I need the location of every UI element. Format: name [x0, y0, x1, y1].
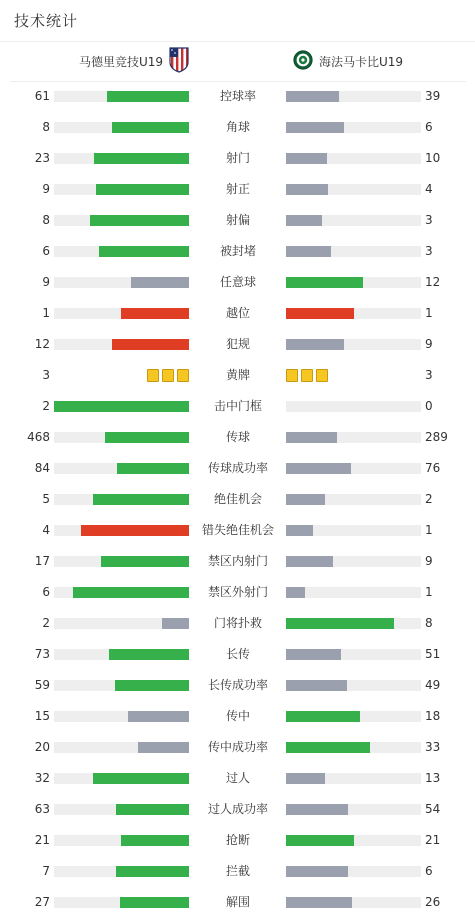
away-value: 1 [425, 523, 433, 537]
home-value: 15 [34, 709, 50, 723]
stat-row [0, 732, 475, 763]
away-value: 18 [425, 709, 441, 723]
away-bar-fill [286, 215, 322, 226]
home-bar-fill [109, 649, 189, 660]
home-bar-fill [54, 401, 189, 412]
away-bar-track [286, 835, 421, 846]
home-bar-fill [128, 711, 189, 722]
away-bar-track [286, 494, 421, 505]
away-bar-fill [286, 649, 341, 660]
stat-row [0, 515, 475, 546]
home-value: 20 [34, 740, 50, 754]
away-value: 49 [425, 678, 441, 692]
stat-label: 射门 [225, 151, 250, 165]
stat-label: 门将扑救 [213, 616, 262, 630]
home-value: 21 [34, 833, 50, 847]
home-bar-track [54, 866, 189, 877]
home-bar-track [54, 184, 189, 195]
home-bar-track [54, 618, 189, 629]
away-bar-track [286, 587, 421, 598]
home-bar-fill [105, 432, 189, 443]
home-bar-fill [112, 122, 189, 133]
home-bar-track [54, 711, 189, 722]
home-bar-track [54, 804, 189, 815]
stat-row [0, 701, 475, 732]
home-bar-track [54, 91, 189, 102]
home-bar-fill [94, 153, 189, 164]
away-value: 1 [425, 585, 433, 599]
stat-label: 射正 [225, 182, 250, 196]
stat-label: 黄牌 [225, 368, 250, 382]
home-value: 27 [34, 895, 50, 909]
stat-label: 犯规 [225, 337, 250, 351]
stat-row [0, 856, 475, 887]
home-value: 4 [42, 523, 50, 537]
away-bar-fill [286, 308, 354, 319]
home-bar-track [54, 308, 189, 319]
stat-row [0, 391, 475, 422]
away-bar-fill [286, 277, 363, 288]
home-value: 63 [34, 802, 50, 816]
away-bar-track [286, 91, 421, 102]
away-value: 3 [425, 244, 433, 258]
away-value: 6 [425, 120, 433, 134]
away-bar-fill [286, 463, 351, 474]
home-bar-track [54, 432, 189, 443]
away-bar-track [286, 525, 421, 536]
away-value: 2 [425, 492, 433, 506]
stat-row [0, 298, 475, 329]
home-bar-fill [121, 308, 189, 319]
away-bar-track [286, 122, 421, 133]
away-bar-track [286, 897, 421, 908]
away-bar-track [286, 680, 421, 691]
home-bar-track [54, 680, 189, 691]
away-bar-fill [286, 339, 344, 350]
stat-label: 过人成功率 [207, 802, 268, 816]
home-bar-track [54, 339, 189, 350]
away-value: 8 [425, 616, 433, 630]
home-bar-fill [138, 742, 189, 753]
away-value: 39 [425, 89, 441, 103]
stat-row [0, 484, 475, 515]
stat-label: 解围 [225, 895, 250, 909]
stat-label: 错失绝佳机会 [201, 523, 274, 537]
stat-label: 长传 [225, 647, 250, 661]
yellow-card-icon [147, 369, 159, 382]
home-bar-fill [120, 897, 189, 908]
home-bar-fill [162, 618, 189, 629]
home-bar-fill [112, 339, 189, 350]
away-bar-track [286, 866, 421, 877]
home-bar-fill [93, 773, 189, 784]
stat-row [0, 81, 475, 112]
home-bar-track [54, 246, 189, 257]
home-bar-fill [101, 556, 189, 567]
home-value: 2 [42, 616, 50, 630]
away-value: 3 [425, 213, 433, 227]
away-bar-track [286, 153, 421, 164]
home-bar-track [54, 215, 189, 226]
home-bar-fill [116, 804, 189, 815]
home-yellow-cards [147, 369, 189, 382]
stat-label: 控球率 [219, 89, 256, 103]
stat-row [0, 670, 475, 701]
away-value: 6 [425, 864, 433, 878]
home-bar-track [54, 525, 189, 536]
home-bar-fill [121, 835, 189, 846]
away-bar-fill [286, 680, 347, 691]
stat-label: 传球 [225, 430, 250, 444]
away-team-name: 海法马卡比U19 [319, 55, 404, 69]
away-value: 289 [425, 430, 448, 444]
home-team-name: 马德里竞技U19 [78, 55, 163, 69]
stat-label: 过人 [225, 771, 250, 785]
home-value: 59 [34, 678, 50, 692]
yellow-card-icon [301, 369, 313, 382]
home-bar-track [54, 556, 189, 567]
away-bar-fill [286, 494, 325, 505]
away-bar-track [286, 277, 421, 288]
away-value: 21 [425, 833, 441, 847]
away-bar-track [286, 339, 421, 350]
away-bar-fill [286, 525, 313, 536]
home-value: 9 [42, 182, 50, 196]
stat-row [0, 577, 475, 608]
stat-label: 禁区外射门 [207, 585, 268, 599]
home-value: 17 [34, 554, 50, 568]
stat-row [0, 887, 475, 918]
stat-row [0, 825, 475, 856]
stat-row [0, 267, 475, 298]
away-value: 13 [425, 771, 441, 785]
away-bar-fill [286, 897, 352, 908]
home-bar-track [54, 773, 189, 784]
away-bar-track [286, 215, 421, 226]
home-value: 6 [42, 585, 50, 599]
away-value: 0 [425, 399, 433, 413]
away-value: 76 [425, 461, 441, 475]
home-value: 23 [34, 151, 50, 165]
away-bar-fill [286, 91, 339, 102]
away-bar-track [286, 649, 421, 660]
away-bar-fill [286, 153, 327, 164]
stat-row [0, 794, 475, 825]
stat-label: 被封堵 [219, 244, 256, 258]
stat-row [0, 639, 475, 670]
stat-label: 绝佳机会 [213, 492, 262, 506]
home-value: 84 [34, 461, 50, 475]
yellow-card-icon [162, 369, 174, 382]
stat-label: 射偏 [225, 213, 250, 227]
home-bar-track [54, 401, 189, 412]
away-bar-fill [286, 742, 370, 753]
home-value: 3 [42, 368, 50, 382]
home-team[interactable] [79, 42, 189, 81]
away-bar-track [286, 773, 421, 784]
home-bar-fill [116, 866, 189, 877]
away-value: 33 [425, 740, 441, 754]
stat-label: 传中 [225, 709, 250, 723]
away-value: 51 [425, 647, 441, 661]
home-bar-fill [107, 91, 189, 102]
home-bar-track [54, 897, 189, 908]
stat-label: 任意球 [219, 275, 256, 289]
away-bar-track [286, 556, 421, 567]
away-value: 9 [425, 337, 433, 351]
home-bar-fill [131, 277, 189, 288]
home-bar-fill [90, 215, 189, 226]
stat-row [0, 422, 475, 453]
home-bar-track [54, 835, 189, 846]
home-bar-fill [73, 587, 189, 598]
away-bar-track [286, 184, 421, 195]
away-bar-fill [286, 432, 337, 443]
yellow-card-icon [177, 369, 189, 382]
stat-label: 传球成功率 [207, 461, 268, 475]
stat-label: 禁区内射门 [207, 554, 268, 568]
stat-label: 拦截 [225, 864, 250, 878]
home-bar-fill [115, 680, 189, 691]
home-bar-fill [96, 184, 189, 195]
stat-label: 角球 [225, 120, 250, 134]
away-team[interactable] [293, 42, 403, 81]
away-bar-fill [286, 835, 354, 846]
away-bar-track [286, 618, 421, 629]
away-bar-fill [286, 246, 331, 257]
away-bar-fill [286, 711, 360, 722]
home-bar-track [54, 587, 189, 598]
away-bar-fill [286, 618, 394, 629]
home-value: 61 [34, 89, 50, 103]
stat-row [0, 112, 475, 143]
away-bar-fill [286, 804, 348, 815]
away-value: 3 [425, 368, 433, 382]
away-value: 9 [425, 554, 433, 568]
away-bar-track [286, 463, 421, 474]
home-bar-fill [93, 494, 189, 505]
maccabi-haifa-crest-icon [293, 50, 313, 73]
away-bar-track [286, 401, 421, 412]
stat-label: 传中成功率 [207, 740, 268, 754]
yellow-card-icon [316, 369, 328, 382]
stat-row [0, 236, 475, 267]
home-bar-track [54, 153, 189, 164]
home-value: 8 [42, 120, 50, 134]
away-bar-track [286, 432, 421, 443]
stat-row [0, 453, 475, 484]
home-bar-fill [99, 246, 189, 257]
stat-row [0, 329, 475, 360]
home-value: 1 [42, 306, 50, 320]
atletico-madrid-crest-icon [169, 47, 189, 76]
away-bar-track [286, 308, 421, 319]
home-value: 468 [27, 430, 50, 444]
away-bar-fill [286, 866, 348, 877]
home-value: 6 [42, 244, 50, 258]
away-bar-track [286, 711, 421, 722]
away-value: 54 [425, 802, 441, 816]
home-bar-track [54, 649, 189, 660]
team-header [0, 42, 475, 81]
home-value: 5 [42, 492, 50, 506]
home-value: 2 [42, 399, 50, 413]
home-value: 7 [42, 864, 50, 878]
home-value: 12 [34, 337, 50, 351]
home-value: 73 [34, 647, 50, 661]
away-bar-fill [286, 556, 333, 567]
away-bar-fill [286, 184, 328, 195]
stat-label: 越位 [225, 306, 250, 320]
home-bar-track [54, 742, 189, 753]
away-value: 4 [425, 182, 433, 196]
away-bar-track [286, 742, 421, 753]
home-bar-fill [117, 463, 189, 474]
stat-row [0, 763, 475, 794]
stat-row [0, 174, 475, 205]
section-title: 技术统计 [14, 12, 79, 30]
stat-label: 长传成功率 [207, 678, 268, 692]
stat-row [0, 205, 475, 236]
stat-row [0, 546, 475, 577]
away-bar-fill [286, 773, 325, 784]
away-value: 12 [425, 275, 441, 289]
home-bar-track [54, 277, 189, 288]
away-value: 26 [425, 895, 441, 909]
stat-row [0, 143, 475, 174]
stat-row [0, 360, 475, 391]
home-bar-track [54, 494, 189, 505]
away-value: 1 [425, 306, 433, 320]
away-bar-fill [286, 587, 305, 598]
home-value: 32 [34, 771, 50, 785]
away-bar-track [286, 804, 421, 815]
home-value: 8 [42, 213, 50, 227]
stat-label: 击中门框 [213, 399, 262, 413]
away-bar-track [286, 246, 421, 257]
away-bar-fill [286, 122, 344, 133]
away-yellow-cards [286, 369, 328, 382]
home-bar-track [54, 122, 189, 133]
home-value: 9 [42, 275, 50, 289]
home-bar-track [54, 463, 189, 474]
stat-label: 抢断 [225, 833, 250, 847]
yellow-card-icon [286, 369, 298, 382]
stat-row [0, 608, 475, 639]
home-bar-fill [81, 525, 189, 536]
away-value: 10 [425, 151, 441, 165]
